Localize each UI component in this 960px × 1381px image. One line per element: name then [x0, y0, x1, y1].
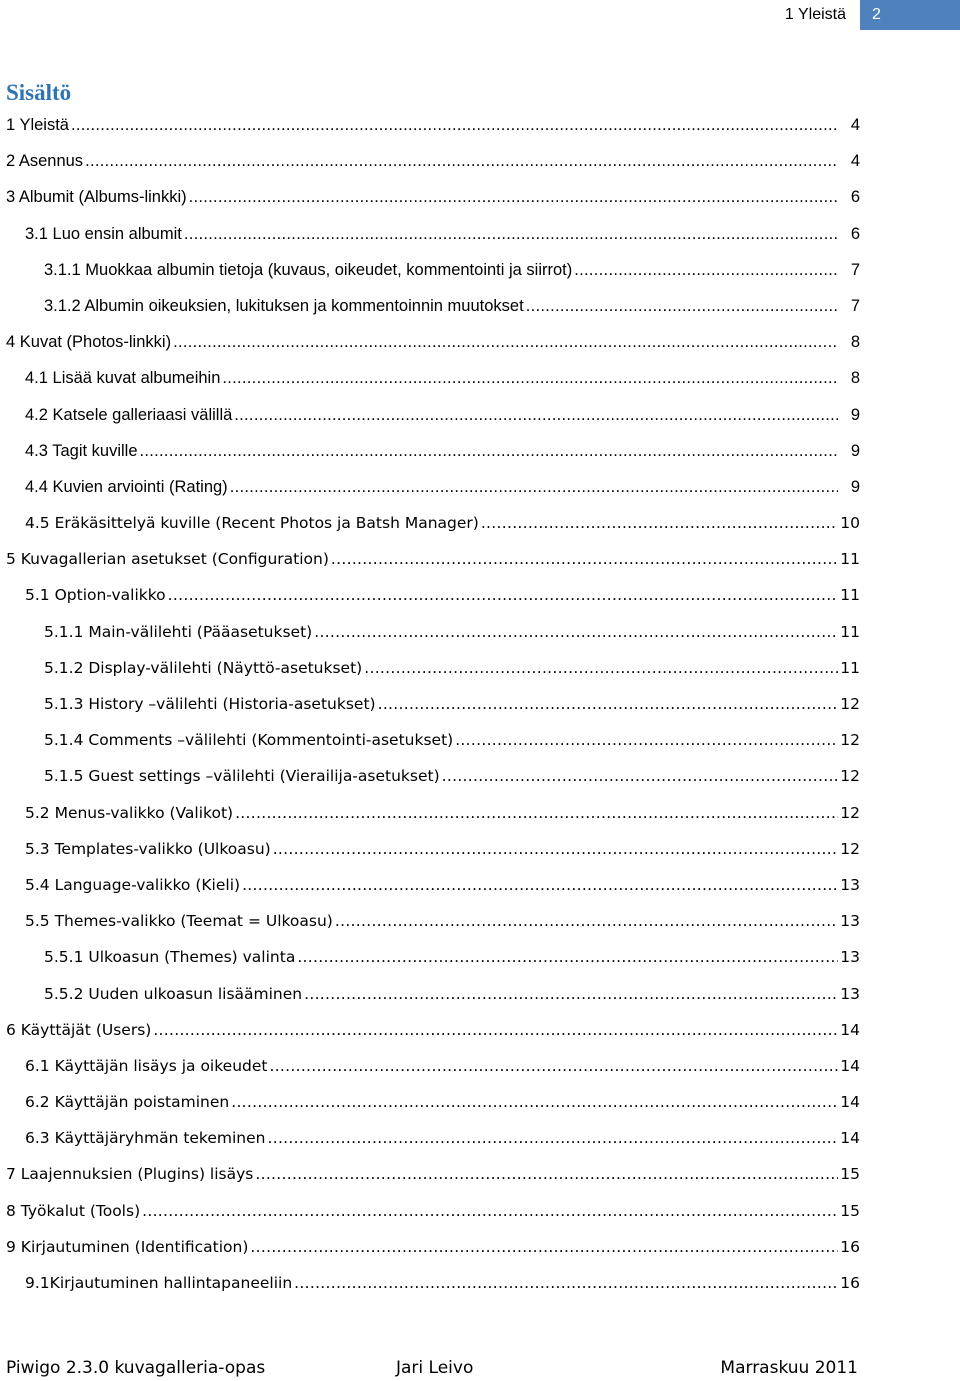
toc-entry[interactable]	[0, 288, 860, 324]
toc-entry-page: 6	[850, 224, 860, 243]
toc-entry[interactable]	[0, 650, 860, 686]
toc-entry-page: 12	[840, 731, 860, 750]
toc-entry-page: 15	[840, 1201, 860, 1220]
toc-leader-dots	[222, 360, 838, 396]
toc-entry[interactable]	[0, 469, 860, 505]
toc-leader-dots	[235, 795, 838, 831]
toc-leader-dots	[142, 1193, 838, 1229]
toc-entry[interactable]	[0, 433, 860, 469]
toc-entry-text: 2 Asennus	[6, 152, 84, 171]
toc-entry-text: 5.1.3 History –välilehti (Historia-asetukset)	[44, 695, 376, 713]
toc-entry-page: 14	[840, 1056, 860, 1075]
toc-entry-text: 5.4 Language-valikko (Kieli)	[25, 875, 241, 894]
toc-entry[interactable]	[0, 1084, 860, 1120]
toc-entry-page: 7	[850, 260, 860, 279]
toc-leader-dots	[234, 397, 838, 433]
toc-entry[interactable]	[0, 252, 860, 288]
toc-leader-dots	[85, 143, 838, 179]
toc-leader-dots	[184, 216, 838, 252]
toc-entry[interactable]	[0, 1229, 860, 1265]
toc-leader-dots	[273, 831, 838, 867]
toc-entry-page: 12	[840, 695, 860, 713]
toc-entry-text: 8 Työkalut (Tools)	[6, 1201, 141, 1220]
toc-leader-dots	[269, 1048, 838, 1084]
toc-entry-text: 7 Laajennuksien (Plugins) lisäys	[6, 1165, 254, 1184]
toc-entry[interactable]	[0, 831, 860, 867]
toc-leader-dots	[153, 1012, 838, 1048]
toc-entry-page: 12	[840, 803, 860, 822]
toc-entry[interactable]	[0, 614, 860, 650]
toc-entry-text: 3.1.1 Muokkaa albumin tietoja (kuvaus, oikeudet, kommentointi ja siirrot)	[44, 260, 573, 279]
footer-author: Jari Leivo	[396, 1358, 474, 1378]
toc-entry-text: 4.4 Kuvien arviointi (Rating)	[25, 477, 228, 496]
toc-leader-dots	[442, 758, 838, 794]
toc-leader-dots	[378, 686, 838, 722]
toc-entry[interactable]	[0, 324, 860, 360]
toc-entry[interactable]	[0, 795, 860, 831]
toc-entry-page: 16	[840, 1274, 860, 1292]
toc-entry-page: 13	[840, 984, 860, 1003]
footer-document-title: Piwigo 2.3.0 kuvagalleria-opas	[6, 1358, 266, 1378]
toc-entry-text: 3.1.2 Albumin oikeuksien, lukituksen ja kommentoinnin muutokset	[44, 296, 524, 315]
toc-leader-dots	[231, 1084, 838, 1120]
toc-entry-page: 7	[850, 296, 860, 315]
toc-entry[interactable]	[0, 216, 860, 252]
header-page-number: 2	[860, 0, 960, 30]
toc-leader-dots	[255, 1156, 838, 1192]
toc-entry-text: 6 Käyttäjät (Users)	[6, 1020, 152, 1039]
toc-leader-dots	[140, 433, 838, 469]
toc-entry-text: 9.1Kirjautuminen hallintapaneeliin	[25, 1274, 293, 1292]
toc-entry-text: 4.5 Eräkäsittelyä kuville (Recent Photos ja Batsh Manager)	[25, 514, 479, 533]
footer-date: Marraskuu 2011	[720, 1358, 858, 1378]
toc-entry-page: 13	[840, 875, 860, 894]
toc-entry[interactable]	[0, 1012, 860, 1048]
toc-entry-text: 3 Albumit (Albums-linkki)	[6, 188, 187, 207]
toc-entry-page: 12	[840, 839, 860, 858]
toc-leader-dots	[526, 288, 838, 324]
toc-leader-dots	[230, 469, 838, 505]
toc-entry[interactable]	[0, 1193, 860, 1229]
toc-entry-page: 11	[840, 550, 860, 569]
toc-entry-text: 5.1.1 Main-välilehti (Pääasetukset)	[44, 622, 313, 641]
toc-entry[interactable]	[0, 1265, 860, 1301]
page-header	[785, 0, 960, 30]
toc-entry-text: 6.2 Käyttäjän poistaminen	[25, 1093, 230, 1112]
toc-entry-text: 5.1.5 Guest settings –välilehti (Vierailija-asetukset)	[44, 767, 440, 786]
toc-entry[interactable]	[0, 939, 860, 975]
page-footer	[6, 1356, 858, 1380]
toc-entry-page: 9	[850, 405, 860, 424]
toc-entry-text: 5.1.4 Comments –välilehti (Kommentointi-asetukset)	[44, 731, 454, 750]
toc-entry-page: 12	[840, 767, 860, 786]
table-of-contents	[0, 107, 860, 1301]
toc-leader-dots	[331, 541, 838, 577]
toc-leader-dots	[574, 252, 838, 288]
toc-entry[interactable]	[0, 577, 860, 613]
toc-leader-dots	[455, 722, 838, 758]
toc-entry-text: 5.5.1 Ulkoasun (Themes) valinta	[44, 948, 296, 967]
toc-entry-page: 8	[850, 369, 860, 388]
toc-entry-page: 11	[840, 586, 860, 605]
toc-leader-dots	[294, 1265, 838, 1301]
toc-leader-dots	[304, 976, 838, 1012]
toc-leader-dots	[314, 614, 838, 650]
toc-entry-page: 11	[840, 658, 860, 677]
toc-entry[interactable]	[0, 758, 860, 794]
toc-leader-dots	[481, 505, 838, 541]
toc-leader-dots	[173, 324, 838, 360]
toc-entry[interactable]	[0, 722, 860, 758]
toc-entry[interactable]	[0, 976, 860, 1012]
toc-entry-text: 5.1.2 Display-välilehti (Näyttö-asetukset)	[44, 658, 363, 677]
toc-entry[interactable]	[0, 903, 860, 939]
toc-entry[interactable]	[0, 505, 860, 541]
toc-entry[interactable]	[0, 179, 860, 215]
toc-entry-page: 13	[840, 912, 860, 931]
toc-entry-page: 14	[840, 1093, 860, 1112]
toc-entry-page: 4	[850, 152, 860, 171]
toc-entry[interactable]	[0, 541, 860, 577]
toc-entry[interactable]	[0, 107, 860, 143]
toc-entry[interactable]	[0, 143, 860, 179]
toc-entry-text: 5.2 Menus-valikko (Valikot)	[25, 803, 234, 822]
toc-entry-page: 9	[850, 441, 860, 460]
toc-entry-text: 5.3 Templates-valikko (Ulkoasu)	[25, 839, 271, 858]
toc-leader-dots	[297, 939, 838, 975]
toc-leader-dots	[242, 867, 838, 903]
toc-entry-page: 14	[840, 1020, 860, 1039]
toc-leader-dots	[335, 903, 838, 939]
toc-entry-text: 4.3 Tagit kuville	[25, 441, 138, 460]
toc-entry-page: 6	[850, 188, 860, 207]
toc-entry-page: 11	[840, 622, 860, 641]
toc-entry-text: 4.1 Lisää kuvat albumeihin	[25, 369, 221, 388]
toc-title: Sisältö	[6, 80, 72, 105]
toc-entry[interactable]	[0, 1156, 860, 1192]
toc-entry-page: 14	[840, 1129, 860, 1148]
toc-entry-page: 10	[840, 514, 860, 533]
toc-entry[interactable]	[0, 397, 860, 433]
toc-leader-dots	[189, 179, 838, 215]
toc-entry[interactable]	[0, 867, 860, 903]
toc-entry-text: 9 Kirjautuminen (Identification)	[6, 1237, 249, 1256]
toc-leader-dots	[168, 577, 838, 613]
toc-leader-dots	[267, 1120, 838, 1156]
toc-entry-page: 16	[840, 1237, 860, 1256]
toc-entry-text: 6.1 Käyttäjän lisäys ja oikeudet	[25, 1056, 268, 1075]
toc-entry[interactable]	[0, 686, 860, 722]
toc-entry-page: 15	[840, 1165, 860, 1184]
toc-entry-text: 4 Kuvat (Photos-linkki)	[6, 333, 172, 352]
toc-entry-text: 3.1 Luo ensin albumit	[25, 224, 182, 243]
toc-entry[interactable]	[0, 360, 860, 396]
toc-entry-text: 5.1 Option-valikko	[25, 586, 166, 605]
toc-entry-page: 4	[850, 116, 860, 134]
toc-entry[interactable]	[0, 1120, 860, 1156]
toc-entry-text: 4.2 Katsele galleriaasi välillä	[25, 405, 233, 424]
toc-entry-page: 13	[840, 948, 860, 967]
toc-entry-text: 1 Yleistä	[6, 116, 69, 134]
toc-leader-dots	[250, 1229, 838, 1265]
toc-entry[interactable]	[0, 1048, 860, 1084]
toc-entry-text: 5 Kuvagallerian asetukset (Configuration)	[6, 550, 329, 569]
toc-entry-page: 8	[850, 333, 860, 352]
header-section-title: 1 Yleistä	[784, 6, 846, 23]
toc-leader-dots	[364, 650, 838, 686]
toc-entry-text: 5.5.2 Uuden ulkoasun lisääminen	[44, 984, 303, 1003]
toc-entry-page: 9	[850, 477, 860, 496]
toc-leader-dots	[71, 107, 838, 143]
toc-entry-text: 5.5 Themes-valikko (Teemat = Ulkoasu)	[25, 912, 333, 931]
toc-entry-text: 6.3 Käyttäjäryhmän tekeminen	[25, 1129, 266, 1148]
